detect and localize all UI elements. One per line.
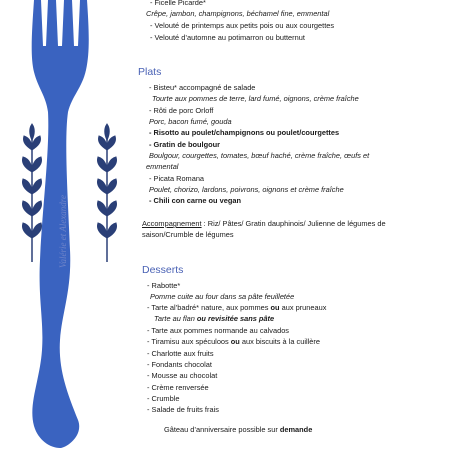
item-tiramisu (147, 337, 320, 346)
item-crumble: - Crumble (147, 394, 180, 403)
item-rabotte-desc: Pomme cuite au four dans sa pâte feuilletée (150, 292, 295, 301)
footer-gateau (164, 425, 312, 434)
item-tarte-pommes: - Tarte aux pommes normande au calvados (147, 326, 290, 335)
tarte-badre-ou: ou (270, 303, 280, 312)
item-picata: - Picata Romana (149, 174, 205, 183)
item-gratin-desc-1: Boulgour, courgettes, tomates, bœuf haché, crème fraîche, œufs et (149, 151, 370, 160)
tiramisu-ou: ou (230, 337, 240, 346)
item-chili: - Chili con carne ou vegan (149, 196, 241, 205)
accompagnement-text-1: : Riz/ Pâtes/ Gratin dauphinois/ Julienne de légumes de (201, 219, 386, 228)
item-bisteu: - Bisteu* accompagné de salade (149, 83, 256, 92)
item-gratin: - Gratin de boulgour (149, 140, 221, 149)
tarte-flan-bold: ou revisitée sans pâte (196, 314, 275, 323)
item-ficelle: - Ficelle Picarde* (150, 0, 206, 7)
item-salade: - Salade de fruits frais (147, 405, 219, 414)
item-tarte-badre (147, 303, 326, 312)
accompagnement-label: Accompagnement (142, 219, 202, 228)
item-roti: - Rôti de porc Orloff (149, 106, 214, 115)
accompagnement-line-1 (142, 219, 386, 228)
tarte-badre-text: - Tarte al’badré* nature, aux pommes (147, 303, 271, 312)
item-veloute-printemps: - Velouté de printemps aux petits pois ou aux courgettes (150, 21, 335, 30)
item-bisteu-desc: Tourte aux pommes de terre, lard fumé, oignons, crème fraîche (152, 94, 359, 103)
item-veloute-automne: - Velouté d’automne au potimarron ou butternut (150, 33, 305, 42)
item-gratin-desc-2: emmental (146, 162, 179, 171)
tiramisu-text: - Tiramisu aux spéculoos (147, 337, 231, 346)
item-rabotte: - Rabotte* (147, 281, 181, 290)
section-title-desserts: Desserts (142, 264, 184, 276)
item-picata-desc: Poulet, chorizo, lardons, poivrons, oignons et crème fraîche (149, 185, 344, 194)
tarte-badre-end: aux pruneaux (279, 303, 327, 312)
footer-demande: demande (279, 425, 313, 434)
item-mousse: - Mousse au chocolat (147, 371, 218, 380)
accompagnement-line-2: saison/Crumble de légumes (142, 230, 234, 239)
watermark: Valérie et Alexandre (58, 195, 68, 268)
section-title-plats: Plats (138, 66, 162, 78)
item-ficelle-desc: Crêpe, jambon, champignons, béchamel fine, emmental (146, 9, 330, 18)
item-fondants: - Fondants chocolat (147, 360, 212, 369)
item-risotto: - Risotto au poulet/champignons ou poulet/courgettes (149, 128, 340, 137)
tarte-flan-text: Tarte au flan (154, 314, 197, 323)
item-roti-desc: Porc, bacon fumé, gouda (149, 117, 232, 126)
footer-gateau-text: Gâteau d’anniversaire possible sur (164, 425, 280, 434)
item-creme: - Crème renversée (147, 383, 209, 392)
item-tarte-flan (154, 314, 274, 323)
item-charlotte: - Charlotte aux fruits (147, 349, 214, 358)
tiramisu-end: aux biscuits à la cuillère (239, 337, 320, 346)
